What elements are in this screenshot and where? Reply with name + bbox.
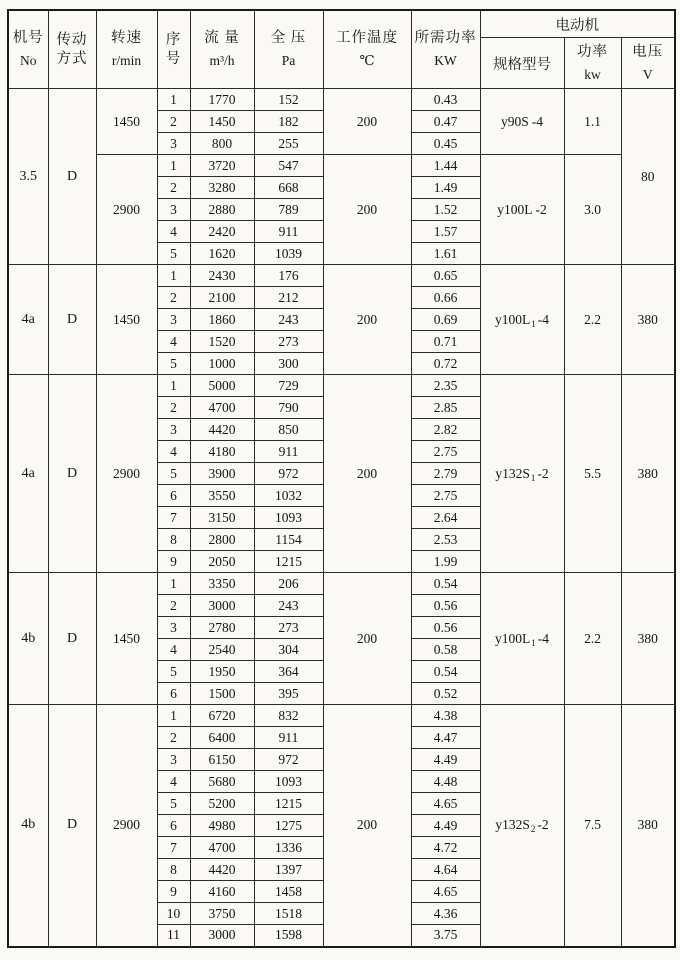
flow-cell: 2430 bbox=[190, 265, 254, 287]
drive-type-cell: D bbox=[48, 265, 96, 375]
serial-cell: 1 bbox=[157, 265, 190, 287]
table-row bbox=[8, 375, 675, 397]
serial-cell: 6 bbox=[157, 815, 190, 837]
motor-model-base: y100L bbox=[495, 311, 531, 327]
flow-cell: 2880 bbox=[190, 199, 254, 221]
required-power-cell: 0.54 bbox=[411, 661, 480, 683]
serial-cell: 2 bbox=[157, 287, 190, 309]
table-header bbox=[8, 10, 675, 89]
pressure-cell: 243 bbox=[254, 309, 323, 331]
header-speed-unit: r/min bbox=[111, 53, 142, 68]
pressure-cell: 1458 bbox=[254, 881, 323, 903]
pressure-cell: 911 bbox=[254, 727, 323, 749]
required-power-cell: 1.57 bbox=[411, 221, 480, 243]
serial-cell: 4 bbox=[157, 331, 190, 353]
serial-cell: 3 bbox=[157, 309, 190, 331]
temperature-cell: 200 bbox=[323, 705, 411, 947]
speed-cell: 1450 bbox=[96, 573, 157, 705]
required-power-cell: 1.44 bbox=[411, 155, 480, 177]
motor-model-cell bbox=[480, 705, 564, 947]
pressure-cell: 273 bbox=[254, 331, 323, 353]
table-row bbox=[8, 265, 675, 287]
motor-power-cell: 5.5 bbox=[564, 375, 621, 573]
serial-cell: 8 bbox=[157, 529, 190, 551]
machine-no-cell: 4a bbox=[8, 265, 48, 375]
serial-cell: 1 bbox=[157, 573, 190, 595]
motor-model-base: y100L bbox=[497, 201, 533, 217]
flow-cell: 1770 bbox=[190, 89, 254, 111]
pressure-cell: 182 bbox=[254, 111, 323, 133]
table-row bbox=[8, 89, 675, 111]
pressure-cell: 1215 bbox=[254, 793, 323, 815]
flow-cell: 2420 bbox=[190, 221, 254, 243]
pressure-cell: 911 bbox=[254, 441, 323, 463]
header-required-power-label: 所需功率 bbox=[414, 30, 477, 46]
header-machine-no-unit: No bbox=[20, 53, 37, 68]
header-voltage-label: 电压 bbox=[632, 43, 664, 60]
serial-cell: 4 bbox=[157, 221, 190, 243]
voltage-cell: 80 bbox=[621, 89, 675, 265]
pressure-cell: 1093 bbox=[254, 507, 323, 529]
flow-cell: 3280 bbox=[190, 177, 254, 199]
flow-cell: 4160 bbox=[190, 881, 254, 903]
required-power-cell: 2.75 bbox=[411, 485, 480, 507]
motor-model-suffix: -2 bbox=[537, 817, 549, 833]
flow-cell: 3350 bbox=[190, 573, 254, 595]
flow-cell: 2050 bbox=[190, 551, 254, 573]
required-power-cell: 4.47 bbox=[411, 727, 480, 749]
motor-model-base: y90S bbox=[500, 113, 529, 129]
voltage-cell: 380 bbox=[621, 265, 675, 375]
flow-cell: 6150 bbox=[190, 749, 254, 771]
required-power-cell: 1.61 bbox=[411, 243, 480, 265]
pressure-cell: 1154 bbox=[254, 529, 323, 551]
header-temperature-label: 工作温度 bbox=[336, 30, 398, 46]
flow-cell: 1620 bbox=[190, 243, 254, 265]
required-power-cell: 4.49 bbox=[411, 749, 480, 771]
serial-cell: 1 bbox=[157, 375, 190, 397]
pressure-cell: 152 bbox=[254, 89, 323, 111]
pressure-cell: 729 bbox=[254, 375, 323, 397]
required-power-cell: 0.71 bbox=[411, 331, 480, 353]
header-motor-group: 电动机 bbox=[480, 10, 675, 38]
pressure-cell: 547 bbox=[254, 155, 323, 177]
header-serial bbox=[157, 10, 190, 89]
pressure-cell: 972 bbox=[254, 749, 323, 771]
pressure-cell: 1275 bbox=[254, 815, 323, 837]
required-power-cell: 4.38 bbox=[411, 705, 480, 727]
header-flow-unit: m³/h bbox=[209, 53, 235, 68]
required-power-cell: 0.52 bbox=[411, 683, 480, 705]
table-row bbox=[8, 705, 675, 727]
serial-cell: 3 bbox=[157, 199, 190, 221]
pressure-cell: 300 bbox=[254, 353, 323, 375]
flow-cell: 2540 bbox=[190, 639, 254, 661]
pressure-cell: 789 bbox=[254, 199, 323, 221]
serial-cell: 3 bbox=[157, 749, 190, 771]
flow-cell: 3000 bbox=[190, 925, 254, 947]
serial-cell: 5 bbox=[157, 661, 190, 683]
serial-cell: 2 bbox=[157, 727, 190, 749]
header-serial-label: 序 bbox=[165, 31, 182, 48]
drive-type-cell: D bbox=[48, 89, 96, 265]
serial-cell: 7 bbox=[157, 837, 190, 859]
flow-cell: 2100 bbox=[190, 287, 254, 309]
required-power-cell: 0.69 bbox=[411, 309, 480, 331]
pressure-cell: 243 bbox=[254, 595, 323, 617]
temperature-cell: 200 bbox=[323, 155, 411, 265]
serial-cell: 2 bbox=[157, 397, 190, 419]
flow-cell: 800 bbox=[190, 133, 254, 155]
serial-cell: 1 bbox=[157, 155, 190, 177]
required-power-cell: 0.58 bbox=[411, 639, 480, 661]
pressure-cell: 972 bbox=[254, 463, 323, 485]
required-power-cell: 0.56 bbox=[411, 617, 480, 639]
required-power-cell: 0.72 bbox=[411, 353, 480, 375]
required-power-cell: 2.82 bbox=[411, 419, 480, 441]
motor-model-suffix: -4 bbox=[537, 630, 549, 646]
motor-power-cell: 2.2 bbox=[564, 573, 621, 705]
motor-power-cell: 7.5 bbox=[564, 705, 621, 947]
serial-cell: 2 bbox=[157, 177, 190, 199]
serial-cell: 9 bbox=[157, 551, 190, 573]
pressure-cell: 832 bbox=[254, 705, 323, 727]
pressure-cell: 304 bbox=[254, 639, 323, 661]
motor-power-cell: 1.1 bbox=[564, 89, 621, 155]
temperature-cell: 200 bbox=[323, 573, 411, 705]
pressure-cell: 176 bbox=[254, 265, 323, 287]
flow-cell: 4420 bbox=[190, 419, 254, 441]
pressure-cell: 1598 bbox=[254, 925, 323, 947]
speed-cell: 1450 bbox=[96, 265, 157, 375]
motor-model-base: y100L bbox=[495, 630, 531, 646]
flow-cell: 1450 bbox=[190, 111, 254, 133]
required-power-cell: 4.48 bbox=[411, 771, 480, 793]
serial-cell: 8 bbox=[157, 859, 190, 881]
motor-power-cell: 2.2 bbox=[564, 265, 621, 375]
header-motor-power-unit: kw bbox=[584, 66, 601, 82]
flow-cell: 4700 bbox=[190, 837, 254, 859]
required-power-cell: 2.75 bbox=[411, 441, 480, 463]
header-pressure bbox=[254, 10, 323, 89]
header-required-power bbox=[411, 10, 480, 89]
motor-model-subscript: 2 bbox=[530, 824, 536, 835]
motor-model-base: y132S bbox=[495, 465, 530, 481]
required-power-cell: 0.54 bbox=[411, 573, 480, 595]
pressure-cell: 1215 bbox=[254, 551, 323, 573]
required-power-cell: 0.47 bbox=[411, 111, 480, 133]
table-row bbox=[8, 573, 675, 595]
pressure-cell: 1518 bbox=[254, 903, 323, 925]
pressure-cell: 1397 bbox=[254, 859, 323, 881]
motor-power-cell: 3.0 bbox=[564, 155, 621, 265]
machine-no-cell: 4a bbox=[8, 375, 48, 573]
serial-cell: 6 bbox=[157, 485, 190, 507]
motor-model-cell bbox=[480, 265, 564, 375]
serial-cell: 9 bbox=[157, 881, 190, 903]
serial-cell: 1 bbox=[157, 705, 190, 727]
required-power-cell: 0.66 bbox=[411, 287, 480, 309]
header-motor-power-label: 功率 bbox=[577, 43, 608, 60]
pressure-cell: 1093 bbox=[254, 771, 323, 793]
required-power-cell: 4.65 bbox=[411, 881, 480, 903]
motor-model-subscript: 1 bbox=[531, 318, 536, 329]
header-speed bbox=[96, 10, 157, 89]
required-power-cell: 0.45 bbox=[411, 133, 480, 155]
header-flow-label: 流 量 bbox=[204, 30, 240, 46]
voltage-cell: 380 bbox=[621, 573, 675, 705]
motor-model-suffix: -4 bbox=[531, 113, 543, 129]
required-power-cell: 2.53 bbox=[411, 529, 480, 551]
serial-cell: 7 bbox=[157, 507, 190, 529]
serial-cell: 5 bbox=[157, 243, 190, 265]
pressure-cell: 1336 bbox=[254, 837, 323, 859]
pressure-cell: 273 bbox=[254, 617, 323, 639]
flow-cell: 3000 bbox=[190, 595, 254, 617]
header-speed-label: 转速 bbox=[111, 30, 142, 46]
flow-cell: 6400 bbox=[190, 727, 254, 749]
flow-cell: 5000 bbox=[190, 375, 254, 397]
header-drive-type-label: 传动 bbox=[56, 31, 88, 48]
required-power-cell: 2.79 bbox=[411, 463, 480, 485]
required-power-cell: 4.36 bbox=[411, 903, 480, 925]
drive-type-cell: D bbox=[48, 375, 96, 573]
required-power-cell: 4.49 bbox=[411, 815, 480, 837]
header-machine-no-label: 机号 bbox=[12, 30, 44, 46]
flow-cell: 3550 bbox=[190, 485, 254, 507]
serial-cell: 4 bbox=[157, 771, 190, 793]
serial-cell: 4 bbox=[157, 639, 190, 661]
flow-cell: 3900 bbox=[190, 463, 254, 485]
flow-cell: 1860 bbox=[190, 309, 254, 331]
speed-cell: 2900 bbox=[96, 705, 157, 947]
flow-cell: 1000 bbox=[190, 353, 254, 375]
required-power-cell: 0.43 bbox=[411, 89, 480, 111]
header-motor-model: 规格型号 bbox=[480, 38, 564, 89]
required-power-cell: 0.56 bbox=[411, 595, 480, 617]
serial-cell: 1 bbox=[157, 89, 190, 111]
required-power-cell: 1.99 bbox=[411, 551, 480, 573]
flow-cell: 1950 bbox=[190, 661, 254, 683]
pressure-cell: 668 bbox=[254, 177, 323, 199]
pressure-cell: 911 bbox=[254, 221, 323, 243]
pressure-cell: 206 bbox=[254, 573, 323, 595]
serial-cell: 11 bbox=[157, 925, 190, 947]
pressure-cell: 1032 bbox=[254, 485, 323, 507]
serial-cell: 3 bbox=[157, 617, 190, 639]
motor-model-cell bbox=[480, 155, 564, 265]
flow-cell: 5680 bbox=[190, 771, 254, 793]
flow-cell: 5200 bbox=[190, 793, 254, 815]
flow-cell: 4180 bbox=[190, 441, 254, 463]
required-power-cell: 4.64 bbox=[411, 859, 480, 881]
flow-cell: 4700 bbox=[190, 397, 254, 419]
pressure-cell: 255 bbox=[254, 133, 323, 155]
flow-cell: 6720 bbox=[190, 705, 254, 727]
pressure-cell: 364 bbox=[254, 661, 323, 683]
pressure-cell: 212 bbox=[254, 287, 323, 309]
motor-model-suffix: -2 bbox=[535, 201, 547, 217]
serial-cell: 6 bbox=[157, 683, 190, 705]
header-required-power-unit: KW bbox=[434, 53, 457, 68]
serial-cell: 5 bbox=[157, 463, 190, 485]
serial-cell: 4 bbox=[157, 441, 190, 463]
header-drive-type bbox=[48, 10, 96, 89]
flow-cell: 3150 bbox=[190, 507, 254, 529]
required-power-cell: 1.49 bbox=[411, 177, 480, 199]
machine-no-cell: 4b bbox=[8, 705, 48, 947]
machine-no-cell: 3.5 bbox=[8, 89, 48, 265]
required-power-cell: 1.52 bbox=[411, 199, 480, 221]
required-power-cell: 2.35 bbox=[411, 375, 480, 397]
pressure-cell: 790 bbox=[254, 397, 323, 419]
serial-cell: 3 bbox=[157, 133, 190, 155]
motor-model-cell bbox=[480, 375, 564, 573]
serial-cell: 10 bbox=[157, 903, 190, 925]
serial-cell: 2 bbox=[157, 111, 190, 133]
voltage-cell: 380 bbox=[621, 375, 675, 573]
temperature-cell: 200 bbox=[323, 375, 411, 573]
temperature-cell: 200 bbox=[323, 265, 411, 375]
header-flow bbox=[190, 10, 254, 89]
motor-model-subscript: 1 bbox=[531, 637, 536, 648]
required-power-cell: 4.72 bbox=[411, 837, 480, 859]
flow-cell: 2800 bbox=[190, 529, 254, 551]
motor-model-subscript: 1 bbox=[530, 472, 536, 483]
required-power-cell: 0.65 bbox=[411, 265, 480, 287]
table-body bbox=[8, 89, 675, 947]
pressure-cell: 850 bbox=[254, 419, 323, 441]
fan-spec-table bbox=[7, 9, 676, 948]
serial-cell: 5 bbox=[157, 793, 190, 815]
serial-cell: 2 bbox=[157, 595, 190, 617]
header-temperature bbox=[323, 10, 411, 89]
flow-cell: 2780 bbox=[190, 617, 254, 639]
voltage-cell: 380 bbox=[621, 705, 675, 947]
flow-cell: 1500 bbox=[190, 683, 254, 705]
flow-cell: 1520 bbox=[190, 331, 254, 353]
temperature-cell: 200 bbox=[323, 89, 411, 155]
motor-model-suffix: -4 bbox=[537, 311, 549, 327]
machine-no-cell: 4b bbox=[8, 573, 48, 705]
serial-cell: 3 bbox=[157, 419, 190, 441]
speed-cell: 2900 bbox=[96, 375, 157, 573]
required-power-cell: 2.64 bbox=[411, 507, 480, 529]
header-drive-type-label2: 方式 bbox=[56, 50, 88, 67]
header-temperature-unit: ℃ bbox=[359, 53, 375, 68]
serial-cell: 5 bbox=[157, 353, 190, 375]
drive-type-cell: D bbox=[48, 573, 96, 705]
header-pressure-label: 全 压 bbox=[270, 30, 307, 46]
motor-model-cell bbox=[480, 89, 564, 155]
motor-model-base: y132S bbox=[495, 817, 530, 833]
pressure-cell: 395 bbox=[254, 683, 323, 705]
header-pressure-unit: Pa bbox=[281, 53, 296, 68]
flow-cell: 4980 bbox=[190, 815, 254, 837]
header-serial-label2: 号 bbox=[165, 50, 182, 67]
speed-cell: 2900 bbox=[96, 155, 157, 265]
drive-type-cell: D bbox=[48, 705, 96, 947]
header-motor-power bbox=[564, 38, 621, 89]
flow-cell: 3720 bbox=[190, 155, 254, 177]
required-power-cell: 3.75 bbox=[411, 925, 480, 947]
header-machine-no bbox=[8, 10, 48, 89]
flow-cell: 3750 bbox=[190, 903, 254, 925]
flow-cell: 4420 bbox=[190, 859, 254, 881]
required-power-cell: 4.65 bbox=[411, 793, 480, 815]
table-row bbox=[8, 155, 675, 177]
motor-model-cell bbox=[480, 573, 564, 705]
required-power-cell: 2.85 bbox=[411, 397, 480, 419]
motor-model-suffix: -2 bbox=[537, 465, 549, 481]
header-voltage bbox=[621, 38, 675, 89]
speed-cell: 1450 bbox=[96, 89, 157, 155]
header-voltage-unit: V bbox=[642, 66, 653, 82]
pressure-cell: 1039 bbox=[254, 243, 323, 265]
